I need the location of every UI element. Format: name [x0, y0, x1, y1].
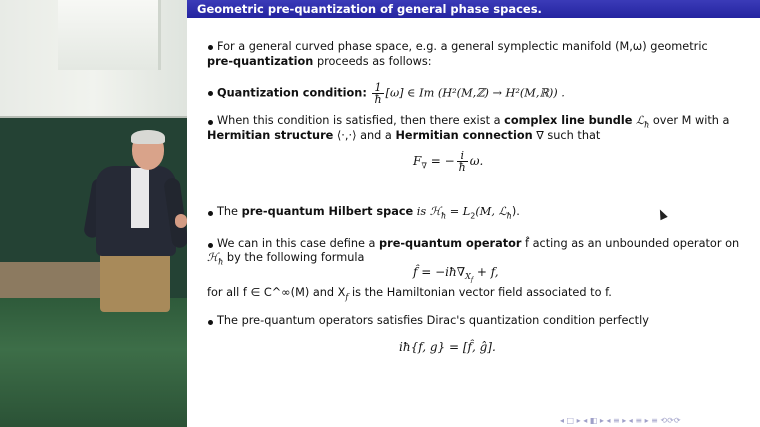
presenter-shirt	[131, 168, 149, 228]
subscript: f	[345, 292, 349, 302]
text: for all f ∈ C^∞(M) and X	[207, 286, 346, 299]
slide	[187, 0, 760, 427]
text: proceeds as follows:	[313, 55, 432, 68]
bullet	[208, 211, 213, 216]
bold-term: pre-quantization	[207, 55, 314, 68]
condition-formula: [ω] ∈ Im (H²(M,ℤ) → H²(M,ℝ)) .	[385, 86, 565, 100]
desk	[0, 262, 110, 302]
math: ).	[511, 205, 520, 218]
bold-term: pre-quantum Hilbert space	[241, 205, 414, 218]
subscript	[465, 272, 474, 284]
text: The	[217, 205, 242, 218]
text: by the following formula	[223, 251, 365, 264]
prequantum-operator-equation	[413, 265, 499, 284]
beamer-navigation[interactable]	[560, 416, 760, 426]
bold-term: Hermitian structure	[207, 129, 334, 142]
subscript-text: X	[465, 272, 471, 282]
math: is ℋ	[413, 205, 441, 218]
quantization-label: Quantization condition:	[217, 86, 367, 100]
presenter-hand	[175, 214, 187, 228]
math: (M, ℒ	[475, 205, 507, 218]
math: ω.	[469, 154, 484, 168]
quantization-condition	[217, 82, 565, 105]
text: over M with a	[649, 114, 730, 127]
subscript: ∇	[421, 161, 427, 171]
subscript: ħ	[218, 257, 224, 267]
presenter-legs	[100, 252, 170, 312]
subscript: 2	[470, 211, 476, 221]
bold-term: complex line bundle	[504, 114, 633, 127]
subscript: ħ	[440, 211, 447, 221]
math: = −	[426, 154, 455, 168]
bullet	[208, 91, 213, 96]
presenter-hair	[131, 130, 165, 144]
bullet	[208, 120, 213, 125]
subsubscript: f	[470, 276, 474, 284]
slide-header	[187, 0, 760, 18]
bullet	[208, 243, 213, 248]
math: ℒ	[632, 114, 645, 127]
window	[58, 0, 161, 70]
paragraph-5-line-1	[217, 237, 739, 251]
math: ℋ	[207, 251, 219, 264]
numerator: 1	[372, 82, 383, 94]
math: = L	[446, 205, 471, 218]
floor	[0, 298, 187, 427]
dirac-condition-equation	[399, 340, 496, 354]
denominator: ħ	[374, 93, 382, 106]
subscript: ħ	[644, 120, 650, 130]
denominator: ħ	[458, 161, 466, 174]
bullet	[208, 320, 213, 325]
curvature-equation	[413, 150, 483, 177]
navigation-arrows-icon[interactable]: ◂ □ ▸ ◂ ◧ ▸ ◂ ≡ ▸ ◂ ≡ ▸ ≡ ⟲⟳⟳	[560, 416, 681, 425]
text: When this condition is satisfied, then there exist a	[217, 114, 505, 127]
paragraph-5-line-3	[207, 286, 612, 304]
fraction	[457, 150, 468, 173]
mouse-cursor-icon	[656, 208, 667, 220]
numerator: i	[457, 150, 468, 162]
subscript: ħ	[506, 211, 512, 221]
text: f̂ acting as an unbounded operator on	[521, 237, 740, 250]
bold-term: Hermitian connection	[395, 129, 533, 142]
math: iħ{f, g} = [f̂, ĝ].	[399, 340, 496, 354]
bullet	[208, 45, 213, 50]
paragraph-5-line-2	[207, 251, 364, 269]
paragraph-1-line-2	[207, 55, 432, 69]
text: ∇ such that	[532, 129, 601, 142]
math: F	[413, 154, 422, 168]
fraction	[372, 82, 383, 105]
paragraph-4	[217, 205, 520, 223]
math: f̂ = −iħ∇	[413, 265, 466, 279]
presenter-video	[0, 0, 187, 427]
bold-term: pre-quantum operator	[379, 237, 522, 250]
slide-title: Geometric pre-quantization of general phase spaces.	[197, 2, 542, 16]
paragraph-6: The pre-quantum operators satisfies Dirac's quantization condition perfectly	[217, 314, 649, 327]
math: + f,	[473, 265, 499, 279]
paragraph-1-line-1: For a general curved phase space, e.g. a general symplectic manifold (M,ω) geometric	[217, 40, 708, 53]
text: is the Hamiltonian vector field associated to f.	[348, 286, 612, 299]
text: We can in this case define a	[217, 237, 380, 250]
paragraph-3-line-2	[207, 129, 600, 143]
text: ⟨·,·⟩ and a	[333, 129, 396, 142]
